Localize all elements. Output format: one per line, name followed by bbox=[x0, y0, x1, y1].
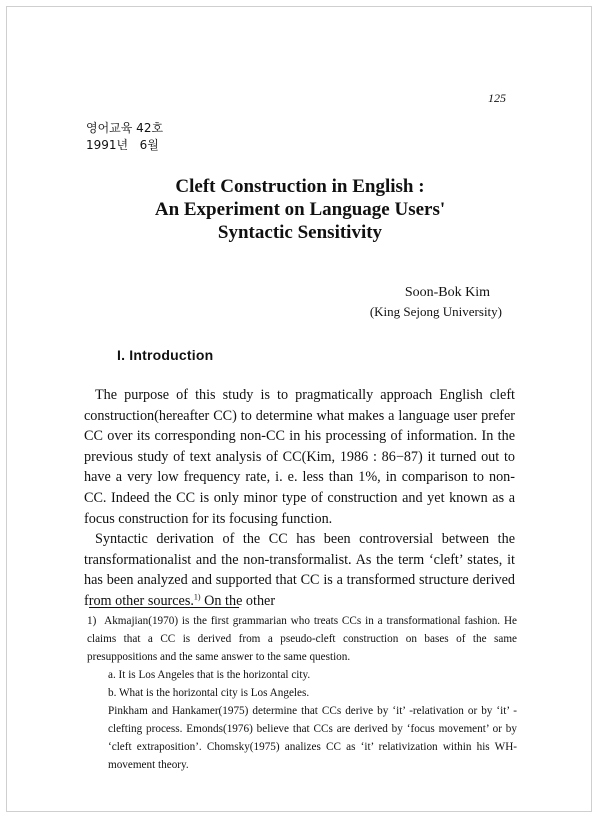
title-line-2: An Experiment on Language Users' bbox=[154, 199, 446, 220]
author-name: Soon-Bok Kim bbox=[404, 285, 490, 300]
footnote-example-b: b. What is the horizontal city is Los Angeles. bbox=[108, 687, 310, 699]
paragraph-2-tail: On the other bbox=[200, 592, 276, 609]
footnote-divider bbox=[89, 607, 239, 608]
journal-date: 1991년 6월 bbox=[86, 138, 159, 152]
footnote bbox=[87, 612, 517, 774]
author-affiliation: (King Sejong University) bbox=[369, 304, 502, 319]
author-block bbox=[370, 283, 502, 321]
paragraph-2-text: Syntactic derivation of the CC has been controversial between the transformationalist and the non-transformalist. As the term ‘cleft’ states, it has been analyzed and supported that CC is a transformed structure derived from other sources. bbox=[84, 531, 515, 609]
footnote-line-1 bbox=[87, 612, 517, 666]
paragraph-2 bbox=[84, 529, 515, 611]
paper-title bbox=[0, 175, 600, 244]
paragraph-1: The purpose of this study is to pragmatically approach English cleft construction(hereafter CC) to determine what makes a language user prefer CC over its corresponding non-CC in his processing of information. In the previous study of text analysis of CC(Kim, 1986 : 86−87) it turned out to have a very low frequency rate, i. e. less than 1%, in comparison to non-CC. Indeed the CC is only minor type of construction and yet known as a focus construction for its focusing function. bbox=[84, 387, 515, 527]
title-line-3: Syntactic Sensitivity bbox=[217, 222, 383, 243]
title-line-1: Cleft Construction in English : bbox=[175, 176, 425, 197]
journal-info bbox=[86, 120, 163, 154]
footnote-example-a: a. It is Los Angeles that is the horizontal city. bbox=[108, 669, 311, 681]
body-text bbox=[84, 385, 515, 612]
footnote-text-1: Akmajian(1970) is the first grammarian who treats CCs in a transformational fashion. He claims that a CC is derived from a pseudo-cleft construction on bases of the same presuppositions and the same answer to the same question. bbox=[87, 615, 518, 663]
footnote-marker: 1) bbox=[87, 615, 97, 627]
section-heading: I. Introduction bbox=[117, 347, 214, 363]
footnote-text-2: Pinkham and Hankamer(1975) determine that CCs derive by ‘it’ -relativation or by ‘it’ -clefting process. Emonds(1976) believe that CCs are derived by ‘focus movement’ or by ‘cleft extraposition’. Chomsky(1975) analizes CC as ‘it’ relativization within his WH-movement theory. bbox=[108, 705, 517, 771]
page-number: 125 bbox=[488, 91, 506, 105]
journal-issue: 영어교육 42호 bbox=[86, 121, 164, 135]
footnote-reference[interactable]: 1) bbox=[193, 592, 201, 602]
